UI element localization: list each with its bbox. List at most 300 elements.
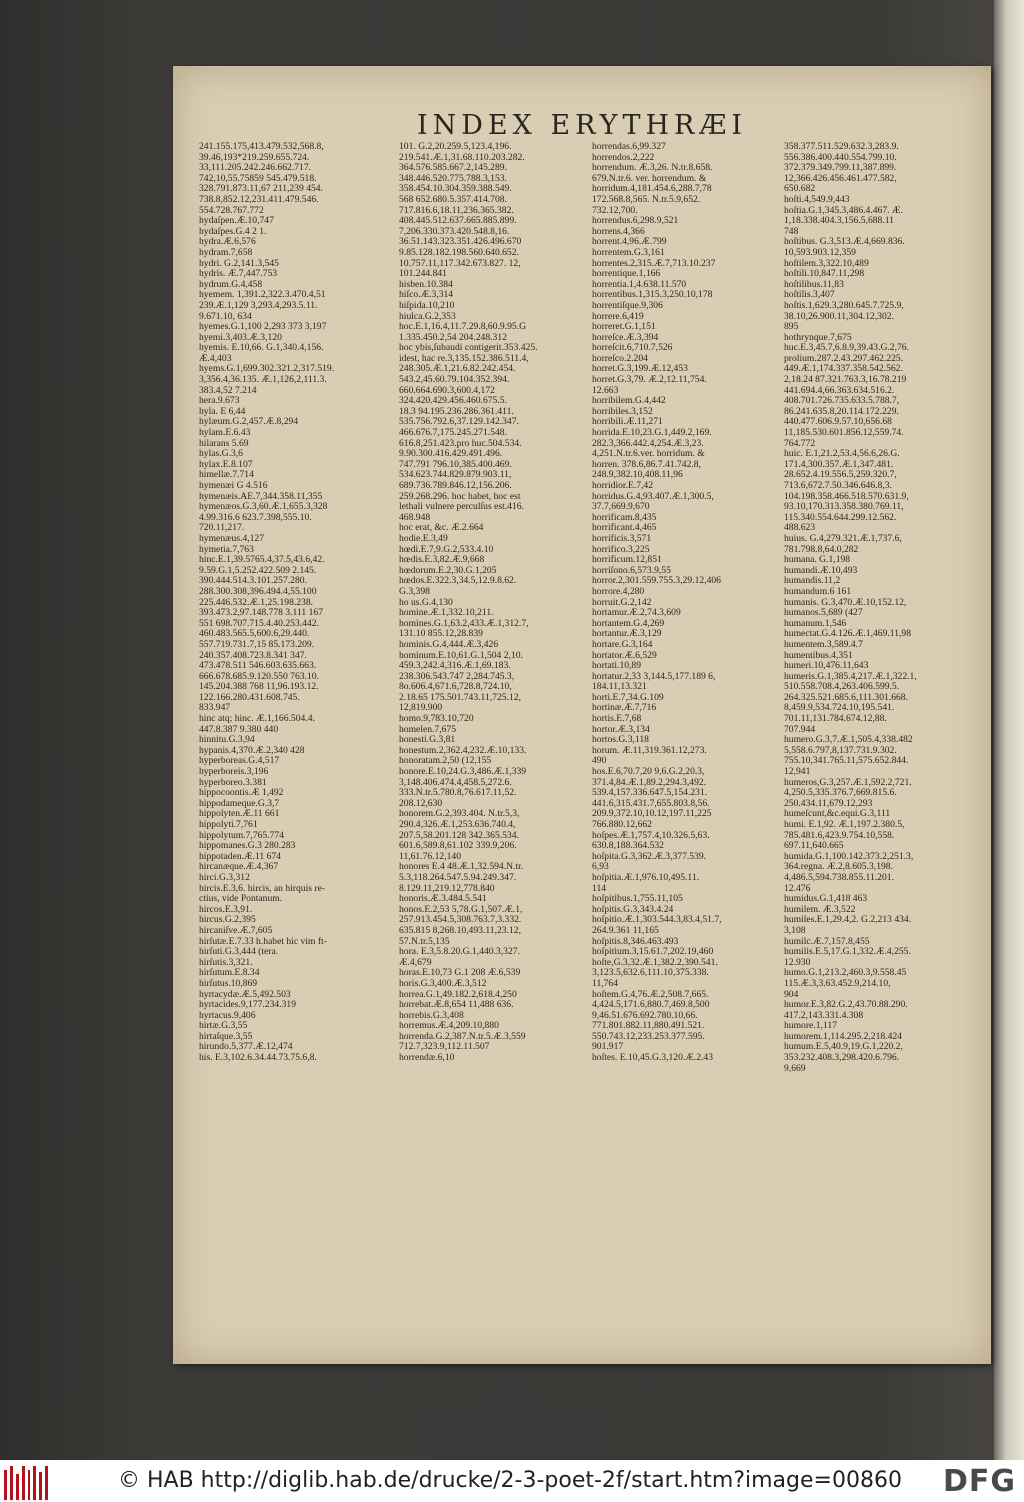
index-entry-line: hirſutus.10,869 [199, 978, 258, 989]
index-entry-line: 9.85.128.182.198.560.640.652. [399, 247, 519, 258]
index-entry-line: 11,61.76.12,140 [399, 851, 462, 862]
index-entry-line: hyperboreis.3,196 [199, 767, 269, 778]
index-entry-line: 712.7,323.9,112.11.507 [399, 1042, 490, 1053]
index-entry-line: 8.129.11,219.12,778.840 [399, 883, 495, 894]
index-column-3 [592, 142, 788, 1064]
index-entry-line: hyla. E 6,44 [199, 406, 246, 417]
index-entry-line: hippocoontis.Æ 1,492 [199, 788, 284, 799]
dfg-logo: DFG [942, 1464, 1016, 1499]
index-entry-line: horrificant.4,465 [592, 523, 657, 534]
index-entry-line: 4.99.316.6 623.7.398,555.10. [199, 512, 312, 523]
index-entry-line: 539.4,157.336.647.5,154.231. [592, 788, 708, 799]
index-entry-line: 290.4,326.Æ.1,253.636.740.4, [399, 820, 516, 830]
index-entry-line: hoſpitia.Æ.1,976.10,495.11. [592, 872, 700, 883]
index-entry-line: 38.10,26.900.11,304.12,302. [784, 311, 894, 322]
index-entry-line: hylax.E.8.107 [199, 459, 253, 470]
index-entry-line: hylam.E.6.43 [199, 428, 251, 439]
index-entry-line: 660.664.690.3,600.4,172 [399, 385, 495, 396]
index-entry-line: hoſte,G.3,32.Æ.1,382.2,390.541. [592, 957, 718, 968]
index-column-4 [784, 142, 980, 1074]
index-entry-line: 441.6,315.431.7,655.803.8,56. [592, 798, 710, 809]
index-entry-line: 4,250.5,335.376.7,669.815.6. [784, 788, 897, 799]
index-entry-line: horren. 378.6,86.7.41.742.8, [592, 459, 701, 470]
index-entry-line: horrendæ.6,10 [399, 1053, 455, 1064]
index-entry-line: 781.798.8,64.0,282 [784, 544, 859, 555]
index-entry-line: humanis. G.3,470.Æ.10,152.12, [784, 597, 907, 608]
index-entry-line: 488.623 [784, 523, 816, 534]
index-entry-line: horrebis.G.3,408 [399, 1010, 464, 1021]
index-entry-line: 390.444.514.3.101.257.280. [199, 576, 307, 587]
index-entry-line: hoſtia.G.1,345.3,486.4.467. Æ. [784, 205, 903, 216]
index-entry-line: 616.8,251.423.pro huc.504.534. [399, 438, 522, 449]
index-entry-line: 364.regna. Æ.2,8.605.3,198. [784, 862, 893, 873]
index-entry-line: 601.6,589.8,61.102 339.9,206. [399, 841, 517, 852]
index-entry-line: 171.4,300.357.Æ.1,347.481. [784, 459, 894, 470]
hab-logo-icon [4, 1464, 48, 1500]
index-entry-line: hydram.7,658 [199, 247, 253, 258]
index-entry-line: hyemem. 1,391.2,322.3.470.4,51 [199, 290, 326, 301]
index-entry-line: 720.11,217. [199, 523, 245, 534]
index-entry-line: honos.E.2,53 5,78.G.1,507.Æ.1, [399, 904, 523, 915]
index-entry-line: 543.2,45.60.79.104.352.394. [399, 375, 510, 386]
index-entry-line: hœdorum.E.2,30.G.1,205 [399, 565, 497, 576]
index-entry-line: hirſuti.G.3,444 (tera. [199, 947, 279, 958]
index-entry-line: hœdos.E.322.3,34.5,12.9.8.62. [399, 576, 517, 587]
index-entry-line: 9.90.300.416.429.491.496. [399, 449, 503, 460]
index-entry-line: 3,123.5,632.6,111.10,375.338. [592, 968, 709, 979]
index-entry-line: 114 [592, 883, 607, 894]
index-entry-line: humidus.G.1,418 463 [784, 894, 868, 905]
index-entry-line: hippodameque.G.3,7 [199, 798, 280, 809]
index-columns [199, 142, 969, 1336]
index-entry-line: hymenæos.G.3,60.Æ.1,655.3,328 [199, 502, 328, 513]
index-entry-line: 33,111.205.242.246.662.717. [199, 163, 312, 174]
index-entry-line: horribili.Æ.11,271 [592, 417, 663, 428]
index-entry-line: humeri.10,476.11,643 [784, 661, 869, 672]
index-entry-line: 358.377.511.529.632.3,283.9. [784, 142, 899, 152]
source-url-link[interactable]: © HAB http://diglib.hab.de/drucke/2-3-poet-2f/start.htm?image=00860 [118, 1468, 902, 1493]
index-entry-line: 86.241.635.8,20.114.172.229. [784, 406, 899, 417]
index-entry-line: hœdi.E.7,9.G.2,533.4.10 [399, 544, 494, 555]
index-entry-line: 556.386.400.440.554.799.10. [784, 152, 897, 163]
index-entry-line: 257.913.454.5,308.763.7,3.332. [399, 915, 522, 926]
index-entry-line: horrificam.8,435 [592, 512, 657, 523]
index-entry-line: horis.G.3,400.Æ.3,512 [399, 978, 487, 989]
index-entry-line: hoſpitis.8,346.463.493 [592, 936, 679, 947]
index-entry-line: 742,10,55.75859 545.479.518. [199, 173, 317, 184]
index-entry-line: hoſtili.10,847.11,298 [784, 269, 865, 280]
index-entry-line: humanum.1,546 [784, 618, 847, 629]
index-entry-line: 8o.606.4,671.6,728.8,724.10, [399, 682, 512, 693]
index-entry-line: hydrum.G.4,458 [199, 279, 263, 290]
index-entry-line: hoſpitio.Æ.1,303.544.3,83.4,51.7, [592, 915, 722, 926]
index-entry-line: 6,93 [592, 862, 609, 873]
index-entry-line: 207.5,58.201.128 342.365.534. [399, 830, 519, 841]
index-entry-line: hippolyti.7,761 [199, 820, 258, 830]
index-entry-line: 4,486.5,594.738.855.11.201. [784, 872, 894, 883]
index-entry-line: hera.9.673 [199, 396, 240, 407]
index-entry-line: 104.198.358.466.518.570.631.9, [784, 491, 909, 502]
index-entry-line: hortantur.Æ.3,129 [592, 629, 662, 640]
index-entry-line: hothrynque.7,675 [784, 332, 852, 343]
index-entry-line: 468.948 [399, 512, 431, 523]
index-entry-line: humandum.6 161 [784, 586, 852, 597]
index-entry-line: hirſutis.3,321. [199, 957, 253, 968]
index-entry-line: 766.880.12,662 [592, 820, 652, 830]
index-entry-line: horrentes.2,315.Æ.7,713.10.237 [592, 258, 716, 269]
index-entry-line: humectat.G.4.126.Æ.1,469.11,98 [784, 629, 912, 640]
index-entry-line: horret.G.3,79. Æ.2,12.11,754. [592, 375, 707, 386]
index-entry-line: hyemis. E.10,66. G.1,340.4,156. [199, 343, 324, 354]
index-entry-line: 557.719.731.7,15 85.173.209. [199, 639, 315, 650]
index-column-2 [399, 142, 595, 1064]
index-entry-line: humeros,G.3,257.Æ.1,592.2,721. [784, 777, 912, 788]
index-entry-line: humor.E.3,82.G.2,43.70.88.290. [784, 1000, 908, 1011]
index-entry-line: honore.E.10,24.G.3,486.Æ.1,339 [399, 767, 527, 778]
index-entry-line: 5.3,118.264.547.5.94.249.347. [399, 872, 517, 883]
index-entry-line: humilis.E.5,17.G.1,332.Æ.4,255. [784, 947, 911, 958]
index-entry-line: 440.477.606.9.57.10,656.68 [784, 417, 892, 428]
index-entry-line: 5,558.6.797,8,137.731.9.302. [784, 745, 897, 756]
index-entry-line: hirundo.5,377.Æ.12,474 [199, 1042, 293, 1053]
index-entry-line: hymenæi G 4.516 [199, 481, 268, 491]
index-entry-line: 551 698.707.715.4.40.253.442. [199, 618, 319, 629]
index-entry-line: 2.18.65 175.501.743.11,725.12, [399, 692, 521, 703]
index-entry-line: horrida.E.10,23.G.1,449.2,169. [592, 428, 712, 439]
index-entry-line: hoſpitibus.1,755.11,105 [592, 894, 683, 905]
index-entry-line: 417.2,143.331.4.308 [784, 1010, 864, 1021]
index-entry-line: ho us.G.4,130 [399, 597, 453, 608]
index-entry-line: 12,941 [784, 767, 811, 778]
index-entry-line: hyems.G.1,699.302.321.2,317.519. [199, 364, 335, 375]
index-entry-line: 732.12,700. [592, 205, 638, 216]
index-entry-line: humana. G.1,198 [784, 555, 851, 566]
index-entry-line: 10.757.11,117.342.673.827. 12, [399, 258, 521, 269]
index-entry-line: humeris.G.1,385.4,217.Æ.1,322.1, [784, 671, 917, 682]
index-entry-line: 250.434.11,679.12,293 [784, 798, 873, 809]
index-entry-line: homelen.7,675 [399, 724, 457, 735]
index-entry-line: lethali vulnere perculſus est.416. [399, 502, 524, 513]
index-entry-line: 554.728.767.772 [199, 205, 264, 216]
index-entry-line: hoſti.4,549.9,443 [784, 194, 850, 205]
index-entry-line: hoſtes. E.10,45.G.3,120.Æ.2.43 [592, 1053, 713, 1064]
index-entry-line: 466.676.7,175.245.271.548. [399, 428, 507, 439]
index-entry-line: 738.8,852.12,231.411.479.546. [199, 194, 319, 205]
index-entry-line: hircis.E.3,6. hircis, an hirquis re- [199, 883, 326, 894]
index-entry-line: 239.Æ.1,129 3,293.4,293.5.11. [199, 300, 318, 311]
index-entry-line: 288.300.308,396.494.4,55.100 [199, 586, 317, 597]
index-entry-line: 208.12,630 [399, 798, 443, 809]
index-entry-line: Æ.4,679 [399, 957, 432, 968]
index-entry-line: 259.268.296. hoc habet, hoc est [399, 491, 521, 502]
index-entry-line: 225.446.532.Æ.1,25.198.238. [199, 597, 314, 608]
index-entry-line: homo.9,783.10,720 [399, 714, 474, 725]
index-entry-line: 748 [784, 226, 799, 237]
index-entry-line: 3,148.406.474.4,458.5,272.6. [399, 777, 512, 788]
index-entry-line: hortator.Æ.6,529 [592, 650, 657, 661]
index-entry-line: 490 [592, 756, 607, 767]
index-entry-line: hirtaſque.3,55 [199, 1031, 253, 1042]
index-entry-line: hirci.G.3,312 [199, 872, 250, 883]
index-entry-line: humida.G.1,100.142.373.2,251.3, [784, 851, 914, 862]
index-entry-line: hodie.E.3,49 [399, 533, 448, 544]
index-entry-line: honores E.4 48.Æ.1,32.594.N.tr. [399, 862, 524, 873]
index-entry-line: hilarans 5.69 [199, 438, 249, 449]
index-entry-line: hortare.G.3,164 [592, 639, 653, 650]
index-entry-line: hirſutæ.E.7.33 h.habet hic vim ft- [199, 936, 327, 947]
index-entry-line: honoratam.2,50 (12,155 [399, 756, 492, 767]
index-entry-line: hortos.G.3,118 [592, 735, 649, 746]
index-entry-line: hinc.E.1,39.5765.4,37.5,43.6,42. [199, 555, 325, 566]
index-entry-line: 3,356.4,36.135. Æ.1,126,2,111.3. [199, 375, 327, 386]
index-entry-line: 1,18.338.404.3,156.5,688.11 [784, 216, 894, 227]
index-entry-line: hyrtacydæ.Æ.5,492.503 [199, 989, 291, 1000]
index-entry-line: 240.357.408.723.8.341 347. [199, 650, 307, 661]
index-entry-line: 771.801.882.11,880.491.521. [592, 1021, 705, 1032]
index-entry-line: 131.10 855.12,28.839 [399, 629, 483, 640]
index-entry-line: humanos.5,689 (427 [784, 608, 863, 619]
index-entry-line: horrendum. Æ.3,26. N.tr.8.658. [592, 163, 713, 174]
index-entry-line: hippolyten.Æ.11 661 [199, 809, 280, 820]
index-entry-line: hydaſpen.Æ.10,747 [199, 216, 274, 227]
index-entry-line: 115.Æ.3,3.63.452.9,214.10, [784, 978, 891, 989]
index-entry-line: 264.325.521.685.6,111.301.668. [784, 692, 909, 703]
index-entry-line: horrendos.2,222 [592, 152, 655, 163]
index-entry-line: horrere.6,419 [592, 311, 644, 322]
index-entry-line: 535.756.792.6,37.129.142.347. [399, 417, 519, 428]
index-entry-line: 447.8.387 9.380 440 [199, 724, 279, 735]
book-page [173, 66, 991, 1364]
index-entry-line: 534.623.744.829.879.903.11, [399, 470, 512, 481]
index-entry-line: 209.9,372.10,10.12,197.11,225 [592, 809, 712, 820]
index-entry-line: 348.446.520.775.788.3,153. [399, 173, 507, 184]
index-entry-line: himellæ.7.714 [199, 470, 254, 481]
index-entry-line: hinnitu.G.3,94 [199, 735, 255, 746]
index-entry-line: horridior.E.7,42 [592, 481, 654, 491]
index-entry-line: hircus.G.2,395 [199, 915, 256, 926]
index-entry-line: 755.10,341.765.11,575.652.844. [784, 756, 909, 767]
index-entry-line: 460.483.565.5,600.6,29.440. [199, 629, 310, 640]
index-entry-line: 904 [784, 989, 799, 1000]
index-entry-line: 37.7,669.9,670 [592, 502, 650, 513]
index-entry-line: hircos.E.3,91. [199, 904, 253, 915]
index-entry-line: hoſtem.G.4,76.Æ.2,508.7,665. [592, 989, 709, 1000]
index-entry-line: 364.576.585.667.2,145.289. [399, 163, 507, 174]
index-entry-line: 510.558.708.4,263.406.599.5. [784, 682, 900, 693]
index-entry-line: his. E.3,102.6.34.44.73.75.6,8. [199, 1053, 317, 1064]
index-entry-line: hircanæque.Æ.4,367 [199, 862, 279, 873]
index-entry-line: hominum.E.10,61.G.1,504 2,10. [399, 650, 523, 661]
index-entry-line: hymenæis.AE.7,344.358.11,355 [199, 491, 323, 502]
index-entry-line: horreſco.2.204 [592, 353, 648, 364]
index-entry-line: 11,764 [592, 978, 619, 989]
index-entry-line: hydri. G.2,141.3,545 [199, 258, 279, 269]
index-entry-line: 785.481.6,423.9.754.10,558. [784, 830, 895, 841]
index-entry-line: hyrtacus.9,406 [199, 1010, 256, 1021]
index-entry-line: 449.Æ.1,174.337.358.542.562. [784, 364, 903, 375]
index-entry-line: 747.791 796.10,385.400.469. [399, 459, 512, 470]
index-entry-line: horreſcit.6,710.7,526 [592, 343, 673, 354]
index-entry-line: idest, hac re.3,135.152.386.511.4, [399, 353, 529, 364]
index-entry-line: 630.8,188.364.532 [592, 841, 664, 852]
index-entry-line: 172.568.8,565. N.tr.5.9,652. [592, 194, 701, 205]
index-entry-line: hoſpita.G.3,362.Æ.3,377.539. [592, 851, 707, 862]
index-entry-line: horridus.G.4,93.407.Æ.1,300.5, [592, 491, 714, 502]
index-entry-line: 12,366.426.456.461.477.582, [784, 173, 897, 184]
index-entry-line: horreſce.Æ.3,394 [592, 332, 659, 343]
index-entry-line: 4,424.5,171.6,880.7,469.8,500 [592, 1000, 710, 1011]
index-entry-line: horremus.Æ.4,209.10,880 [399, 1021, 499, 1032]
index-entry-line: 353.232.408.3,298.420.6.796. [784, 1053, 900, 1064]
index-entry-line: humiles.E.1,29.4,2. G.2,213 434. [784, 915, 912, 926]
index-entry-line: horas.E.10,73 G.1 208 Æ.6,539 [399, 968, 521, 979]
index-entry-line: 717.816.6,18.11,236.365.382. [399, 205, 514, 216]
index-entry-line: huc.E.3,45.7,6.8.9,39.43.G.2,76. [784, 343, 909, 354]
index-entry-line: 635.815 8,268.10,493.11,23.12, [399, 925, 521, 936]
index-entry-line: G.3,398 [399, 586, 430, 597]
index-entry-line: horrea.G.1,49.182.2,618.4,250 [399, 989, 517, 1000]
index-entry-line: 9,46.51.676.692.780.10,66. [592, 1010, 698, 1021]
index-entry-line: hiulca.G.2,353 [399, 311, 456, 322]
index-entry-line: 713.6,672.7.50.346.646.8,3. [784, 481, 892, 491]
index-entry-line: 36.51.143.323.351.426.496.670 [399, 237, 522, 248]
index-entry-line: huius. G.4,279.321.Æ.1,737.6, [784, 533, 902, 544]
index-entry-line: 145.204.388 768 11,96.193.12. [199, 682, 319, 693]
index-entry-line: 550.743.12,233.253.377.595. [592, 1031, 705, 1042]
index-entry-line: 901.917 [592, 1042, 624, 1053]
index-entry-line: 219.541.Æ.1,31.68.110.203.282. [399, 152, 525, 163]
index-entry-line: 473.478.511 546.603.635.663. [199, 661, 317, 672]
index-entry-line: 459.3,242.4,316.Æ.1,69.183. [399, 661, 511, 672]
index-entry-line: 371.4,84.Æ.1,89.2,294.3,492. [592, 777, 707, 788]
index-entry-line: 697.11,640.665 [784, 841, 844, 852]
index-entry-line: humo.G.1,213.2,460.3,9.558.45 [784, 968, 907, 979]
index-entry-line: 1.335.450.2,54 204.248.312 [399, 332, 507, 343]
index-entry-line: 282.3,366.442.4,254.Æ.3,23. [592, 438, 704, 449]
index-entry-line: 241.155.175,413.479.532,568.8, [199, 142, 324, 152]
index-entry-line: 93.10,170.313.358.380.769.11, [784, 502, 904, 513]
index-entry-line: hippolytum.7,765.774 [199, 830, 285, 841]
index-entry-line: hymetia.7,763 [199, 544, 254, 555]
index-entry-line: hortantem.G.4,269 [592, 618, 665, 629]
index-entry-line: hortor.Æ.3,134 [592, 724, 650, 735]
index-entry-line: hoc ybis,ſubaudi contigerit.353.425. [399, 343, 538, 354]
index-entry-line: hoſtilem.3,322.10,489 [784, 258, 869, 269]
index-entry-line: horrendus.6,298.9,521 [592, 216, 679, 227]
index-entry-line: horret.G.3,199.Æ.12,453 [592, 364, 688, 375]
index-entry-line: hirtæ.G.3,55 [199, 1021, 248, 1032]
index-entry-line: hymenæus.4,127 [199, 533, 265, 544]
index-entry-line: homine.Æ.1,332.10,211. [399, 608, 494, 619]
index-entry-line: huic. E.1,21.2,53.4,56.6,26.G. [784, 449, 900, 460]
index-entry-line: honestum.2,362.4,232.Æ.10,133. [399, 745, 527, 756]
index-entry-line: hominis.G.4,444.Æ.3,426 [399, 639, 499, 650]
index-entry-line: 12.663 [592, 385, 619, 396]
index-entry-line: 39.46,193*219.259.655.724. [199, 152, 310, 163]
index-entry-line: 328.791.873.11,67 211,239 454. [199, 184, 324, 195]
index-entry-line: horriſono.6,573.9,55 [592, 565, 671, 576]
index-entry-line: hircaniſve.Æ.7,605 [199, 925, 273, 936]
index-entry-line: horrendas.6,99.327 [592, 142, 666, 152]
index-entry-line: horridum.4,181.454.6,288.7,78 [592, 184, 712, 195]
index-entry-line: hoſtilis.3,407 [784, 290, 835, 301]
index-entry-line: 666.678.685.9.120.550 763.10. [199, 671, 319, 682]
index-entry-line: 115.340.554.644.299.12.562. [784, 512, 897, 523]
index-entry-line: hoſtis.1,629.3,280.645.7.725.9, [784, 300, 904, 311]
index-entry-line: horruit.G.2,142 [592, 597, 652, 608]
index-entry-line: horrentique.1,166 [592, 269, 661, 280]
index-entry-line: 372.379.349.799.11,387.899. [784, 163, 897, 174]
index-entry-line: hydra.Æ.6,576 [199, 237, 256, 248]
index-entry-line: hypanis.4,370.Æ.2,340 428 [199, 745, 305, 756]
index-entry-line: humandi.Æ.10,493 [784, 565, 858, 576]
index-entry-line: 833.947 [199, 703, 231, 714]
index-entry-line: horrentiſque.9,306 [592, 300, 663, 311]
index-entry-line: hyrtacides.9,177.234.319 [199, 1000, 296, 1011]
index-entry-line: 679.N.tr.6. ver. horrendum. & [592, 173, 707, 184]
index-entry-line: hortis.E.7,68 [592, 714, 642, 725]
index-entry-line: humore.1,117 [784, 1021, 837, 1032]
index-entry-line: hydris. Æ.7,447.753 [199, 269, 278, 280]
index-entry-line: 895 [784, 322, 799, 333]
index-entry-line: horrebat.Æ.8,654 11,488 636. [399, 1000, 514, 1011]
index-entry-line: 11,185.530.601.856.12,559.74. [784, 428, 904, 439]
index-entry-line: hiſco.Æ.3,314 [399, 290, 454, 301]
index-entry-line: 12,819.900 [399, 703, 443, 714]
index-entry-line: humum.E.5,40.9,19.G.1,220.2, [784, 1042, 903, 1053]
index-entry-line: 358.454.10.304.359.388.549. [399, 184, 512, 195]
index-entry-line: 264.9.361 11,165 [592, 925, 659, 936]
index-entry-line: hylas.G.3,6 [199, 449, 243, 460]
index-entry-line: 28.652.4.19.556.5,259.320.7, [784, 470, 897, 481]
index-entry-line: hippomanes.G.3 280.283 [199, 841, 296, 852]
index-entry-line: 701.11,131.784.674.12,88. [784, 714, 887, 725]
index-entry-line: hippotaden.Æ.11 674 [199, 851, 281, 862]
index-entry-line: 408.445.512.637.665.885.899. [399, 216, 517, 227]
index-entry-line: humentibus.4,351 [784, 650, 853, 661]
index-entry-line: horribilem.G.4,442 [592, 396, 666, 407]
index-entry-line: hos.E.6,70.7,20 9,6.G.2,20.3, [592, 767, 705, 778]
index-entry-line: hœdis.E.3,82.Æ.9,668 [399, 555, 485, 566]
index-entry-line: horrens.4,366 [592, 226, 645, 237]
index-entry-line: 10,593.903.12,359 [784, 247, 856, 258]
index-entry-line: 12.930 [784, 957, 811, 968]
index-entry-line: hyemi.3,403.Æ.3,120 [199, 332, 282, 343]
index-entry-line: 101.244.841 [399, 269, 447, 280]
index-entry-line: horrentia.1,4.638.11.570 [592, 279, 687, 290]
index-entry-line: horrificis.3,571 [592, 533, 652, 544]
index-entry-line: hiſpida.10,210 [399, 300, 455, 311]
index-entry-line: honoris.Æ.3.484.5.541 [399, 894, 487, 905]
index-entry-line: 12.476 [784, 883, 811, 894]
index-entry-line: 7,206.330.373.420.548.8,16. [399, 226, 510, 237]
index-entry-line: 393.473.2,97.148.778 3.111 167 [199, 608, 324, 619]
index-entry-line: 248.305.Æ.1,21.6.82.242.454. [399, 364, 516, 375]
index-entry-line: humilem. Æ.3,522 [784, 904, 856, 915]
index-entry-line: horrent.4,96.Æ.799 [592, 237, 667, 248]
index-entry-line: hortati.10,89 [592, 661, 642, 672]
index-entry-line: humi. E.1,92. Æ.1,197.2.380.5, [784, 820, 905, 830]
page-header: INDEX ERYTHRÆI [416, 110, 748, 141]
index-entry-line: horrentibus.1,315.3,250.10,178 [592, 290, 713, 301]
index-entry-line: 101. G.2,20.259.5,123.4,196. [399, 142, 512, 152]
index-entry-line: humeſcunt,&c.equi.G.3,111 [784, 809, 891, 820]
index-entry-line: hinc atq; hinc. Æ.1,166.504.4. [199, 714, 315, 725]
index-entry-line: hydaſpes.G.4 2 1. [199, 226, 267, 237]
index-entry-line: 9,669 [784, 1063, 806, 1074]
index-entry-line: hoſtilibus.11,83 [784, 279, 844, 290]
index-entry-line: humilc.Æ.7,157.8,455 [784, 936, 870, 947]
